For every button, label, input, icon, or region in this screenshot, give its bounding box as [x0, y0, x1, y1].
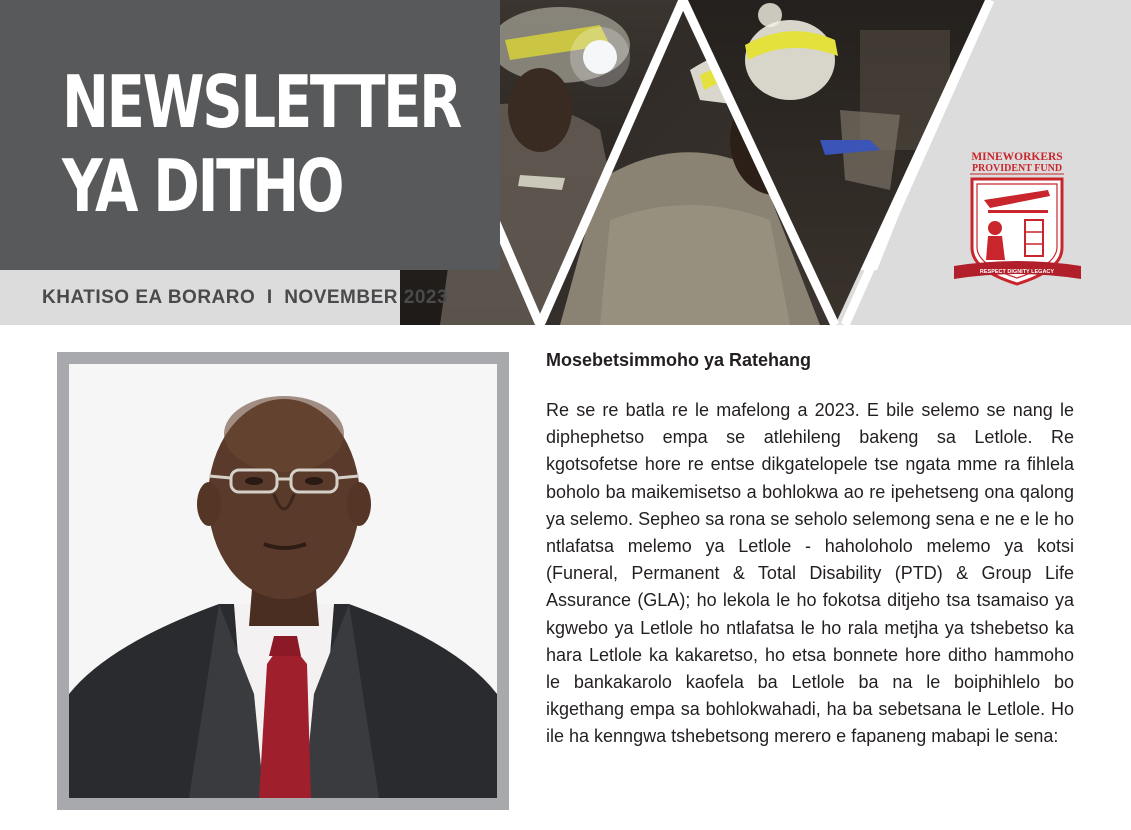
issue-line — [42, 287, 448, 309]
issue-separator: I — [266, 287, 273, 308]
title-panel-edge — [0, 0, 560, 325]
newsletter-header — [0, 0, 1131, 325]
issue-label: KHATISO EA BORARO — [42, 287, 256, 308]
logo-motto: RESPECT DIGNITY LEGACY — [979, 269, 1055, 275]
title-line-1: NEWSLETTER — [62, 60, 461, 144]
logo-line-1: MINEWORKERS — [971, 151, 1063, 163]
article-body: Re se re batla re le mafelong a 2023. E bile selemo se nang le diphephetso empa se atlehileng bakeng sa Letlole. Re kgotsofetse hore re entse dikgatelopele tse ngata mme ra fihlela boholo ba maikemisetso a bohlokwa ao re ipehetseng ona qalong ya selemo. Sepheo sa rona se seholo selemong sena e ne e le ho ntlafatsa melemo ya Letlole - haholoholo melemo ya kotsi (Funeral, Permanent & Total Disability (PTD) & Group Life Assurance (GLA); ho lekola le ho fokotsa ditjeho tsa tsamaiso ya kgwebo ya Letlole ho ntlafatsa le ho rala metjha ya tshebetso ka hara Letlole ka kakaretso, ho etsa bonnete hore ditho hammoho le bankakarolo kaofela ba Letlole ba na le boiphihlelo bo ikgethang empa sa bohlokwahadi, ha ba sebetsana le Letlole. Ho ile ha kenngwa tshebetsong merero e fapaneng mabapi le sena: — [546, 400, 1074, 747]
mineworkers-provident-fund-logo — [950, 148, 1085, 298]
article — [546, 348, 1074, 751]
article-heading: Mosebetsimmoho ya Ratehang — [546, 350, 812, 370]
title-line-2: YA DITHO — [62, 144, 343, 228]
portrait-image — [69, 364, 497, 798]
portrait-photo — [69, 364, 497, 798]
issue-date: NOVEMBER 2023 — [284, 287, 449, 308]
portrait-frame — [57, 352, 509, 810]
logo-line-2: PROVIDENT FUND — [971, 163, 1063, 174]
